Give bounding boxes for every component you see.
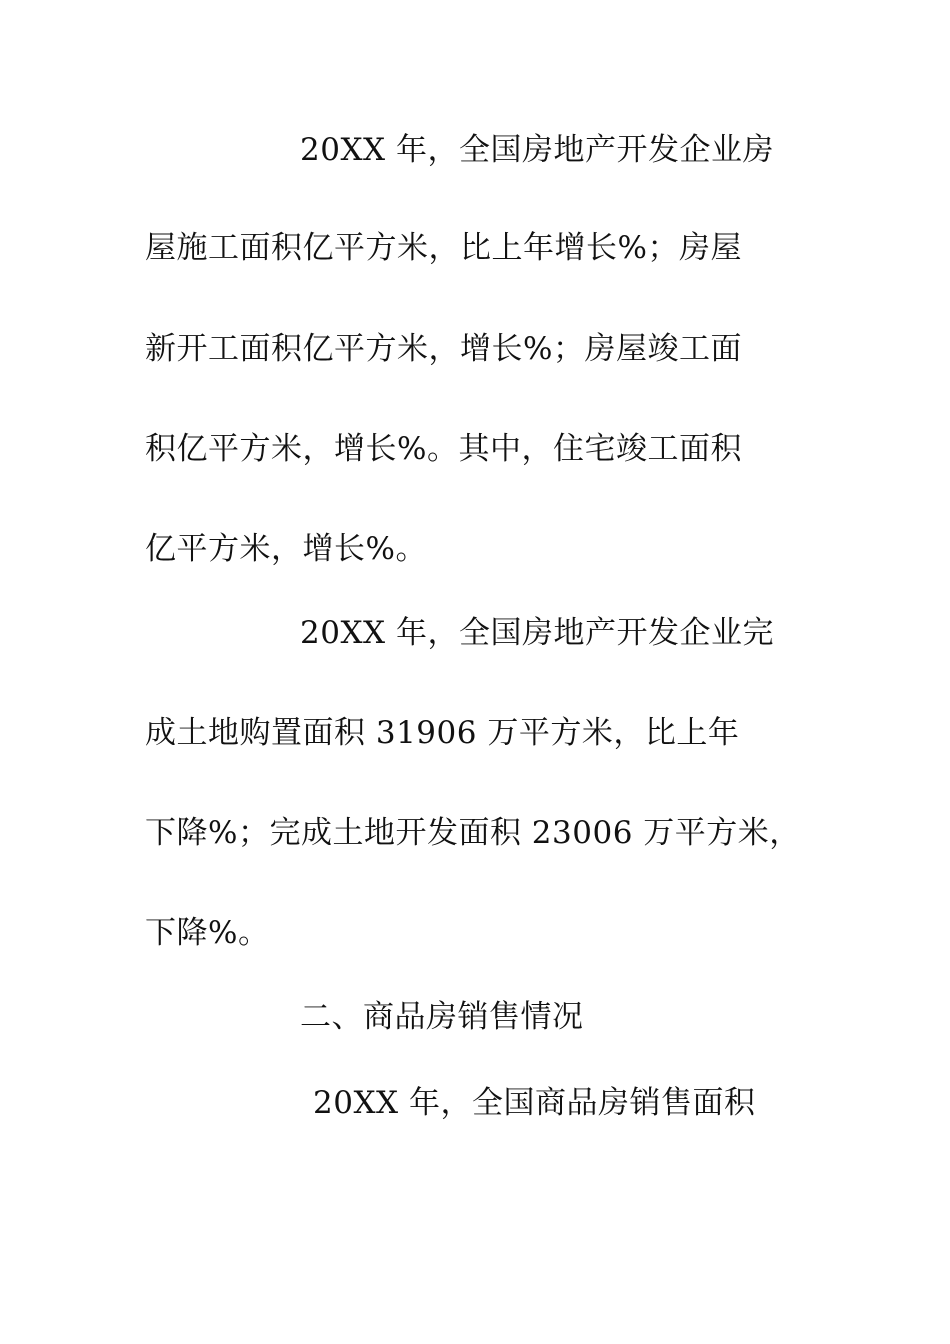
paragraph-1-line-4: 积亿平方米，增长%。其中，住宅竣工面积 xyxy=(145,431,742,467)
paragraph-3-line-1: 20XX 年，全国商品房销售面积 xyxy=(313,1085,756,1121)
paragraph-2-line-2: 成土地购置面积 31906 万平方米，比上年 xyxy=(145,715,740,751)
paragraph-1-line-5: 亿平方米，增长%。 xyxy=(145,531,427,567)
paragraph-1-line-3: 新开工面积亿平方米，增长%；房屋竣工面 xyxy=(145,331,742,367)
paragraph-1-line-2: 屋施工面积亿平方米，比上年增长%；房屋 xyxy=(145,230,742,266)
paragraph-2-line-3: 下降%；完成土地开发面积 23006 万平方米， xyxy=(145,815,801,851)
paragraph-2-line-1: 20XX 年，全国房地产开发企业完 xyxy=(300,615,774,651)
paragraph-2-line-4: 下降%。 xyxy=(145,915,270,951)
paragraph-1-line-1: 20XX 年，全国房地产开发企业房 xyxy=(300,132,774,168)
section-heading: 二、商品房销售情况 xyxy=(300,999,584,1035)
